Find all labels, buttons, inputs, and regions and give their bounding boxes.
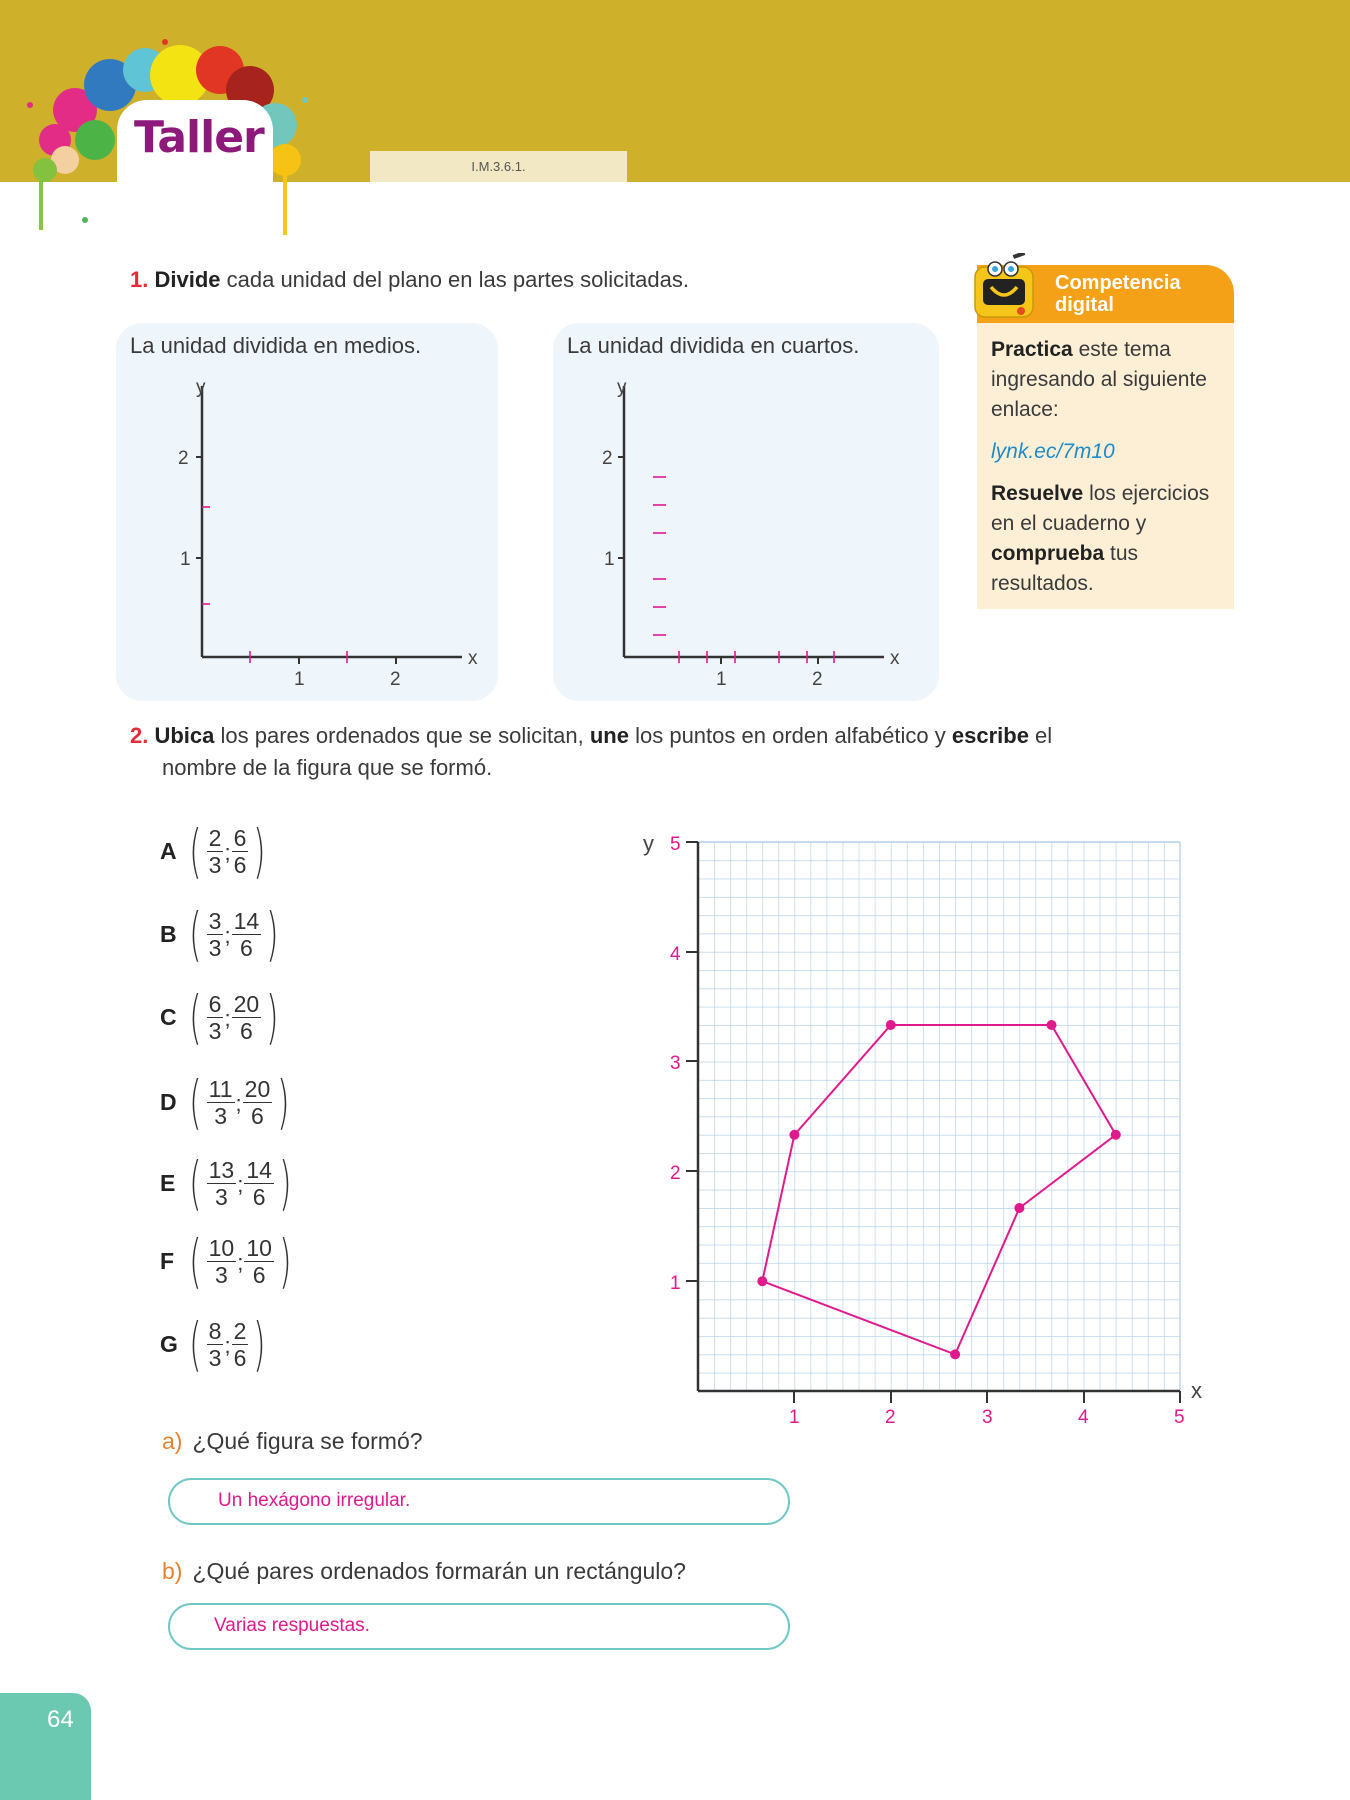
y-tick-3: 3 [670,1053,681,1074]
point-g [950,1349,960,1359]
answer-text-b: Varias respuestas. [214,1615,370,1636]
x-tick-2: 2 [885,1407,896,1428]
practice-paragraph: Practica este tema ingresando al siguiente enlace: [991,338,1207,421]
indicator-code: I.M.3.6.1. [370,151,627,182]
x-axis-label: x [1191,1378,1202,1403]
point-e [1111,1130,1121,1140]
sub-question-b: b) ¿Qué pares ordenados formarán un rectángulo? [162,1558,686,1584]
x-tick-1: 1 [716,669,727,690]
x-axis-label: x [468,648,478,669]
section-title: Taller [134,112,264,163]
coordinate-grid-chart[interactable] [630,820,1210,1440]
y-tick-1: 1 [604,549,615,570]
resolve-paragraph: Resuelve los ejercicios en el cuaderno y comprueba tus resultados. [991,482,1210,595]
ordered-pair-e: E ( $\frac{13}{3}$ ; $\frac{14}{6}$ ) [160,1149,292,1217]
x-tick-1: 1 [789,1407,800,1428]
exercise-number: 2. [130,723,149,748]
answer-field-b[interactable] [168,1603,790,1650]
y-tick-1: 1 [670,1273,681,1294]
x-tick-2: 2 [390,669,401,690]
answer-field-a[interactable] [168,1478,790,1525]
halves-panel [116,323,498,701]
ordered-pair-g: G ( $\frac{8}{3}$ ; $\frac{2}{6}$ ) [160,1310,266,1378]
point-d [1047,1020,1057,1030]
digital-competence-body [977,323,1234,609]
point-c [886,1020,896,1030]
panel-title: La unidad dividida en medios. [130,333,422,358]
y-tick-5: 5 [670,834,681,855]
ordered-pair-b: B ( $\frac{3}{3}$ ; $\frac{14}{6}$ ) [160,900,279,968]
answer-text-a: Un hexágono irregular. [218,1490,411,1511]
point-f [1014,1203,1024,1213]
point-b [789,1130,799,1140]
exercise-text: cada unidad del plano en las partes solicitadas. [220,267,689,292]
y-tick-2: 2 [602,448,613,469]
y-tick-4: 4 [670,944,681,965]
y-tick-2: 2 [670,1163,681,1184]
quarters-axes[interactable] [553,323,939,701]
x-axis-label: x [890,648,900,669]
practice-link[interactable]: lynk.ec/7m10 [991,440,1115,463]
quarters-panel [553,323,939,701]
sub-question-a: a) ¿Qué figura se formó? [162,1428,423,1454]
panel-title: La unidad dividida en cuartos. [567,333,860,358]
y-axis-label: y [196,377,206,398]
ordered-pair-a: A ( $\frac{2}{3}$ ; $\frac{6}{6}$ ) [160,817,266,885]
ordered-pair-f: F ( $\frac{10}{3}$ ; $\frac{10}{6}$ ) [160,1227,292,1295]
ordered-pair-d: D ( $\frac{11}{3}$ ; $\frac{20}{6}$ ) [160,1068,290,1136]
x-tick-3: 3 [982,1407,993,1428]
x-tick-2: 2 [812,669,823,690]
y-tick-1: 1 [180,549,191,570]
exercise-2-prompt: 2. Ubica los pares ordenados que se solicitan, une los puntos en orden alfabético y escribe el nombre de la figura que se formó. [130,723,1053,780]
robot-mascot-icon [969,253,1049,325]
page-number: 64 [47,1706,74,1733]
y-axis-label: y [617,377,627,398]
x-tick-5: 5 [1174,1407,1185,1428]
y-tick-2: 2 [178,448,189,469]
halves-axes[interactable] [116,323,498,701]
exercise-verb: Divide [154,267,221,292]
exercise-number: 1. [130,267,149,292]
digital-competence-title: Competencia digital [1055,272,1181,316]
x-tick-1: 1 [294,669,305,690]
page-number-tab [0,1693,91,1800]
point-a [757,1276,767,1286]
digital-competence-box [977,265,1234,609]
grid-area [698,842,1180,1391]
y-axis-label: y [643,831,654,856]
exercise-1-prompt [130,267,689,293]
x-tick-4: 4 [1078,1407,1089,1428]
ordered-pair-c: C ( $\frac{6}{3}$ ; $\frac{20}{6}$ ) [160,983,279,1051]
